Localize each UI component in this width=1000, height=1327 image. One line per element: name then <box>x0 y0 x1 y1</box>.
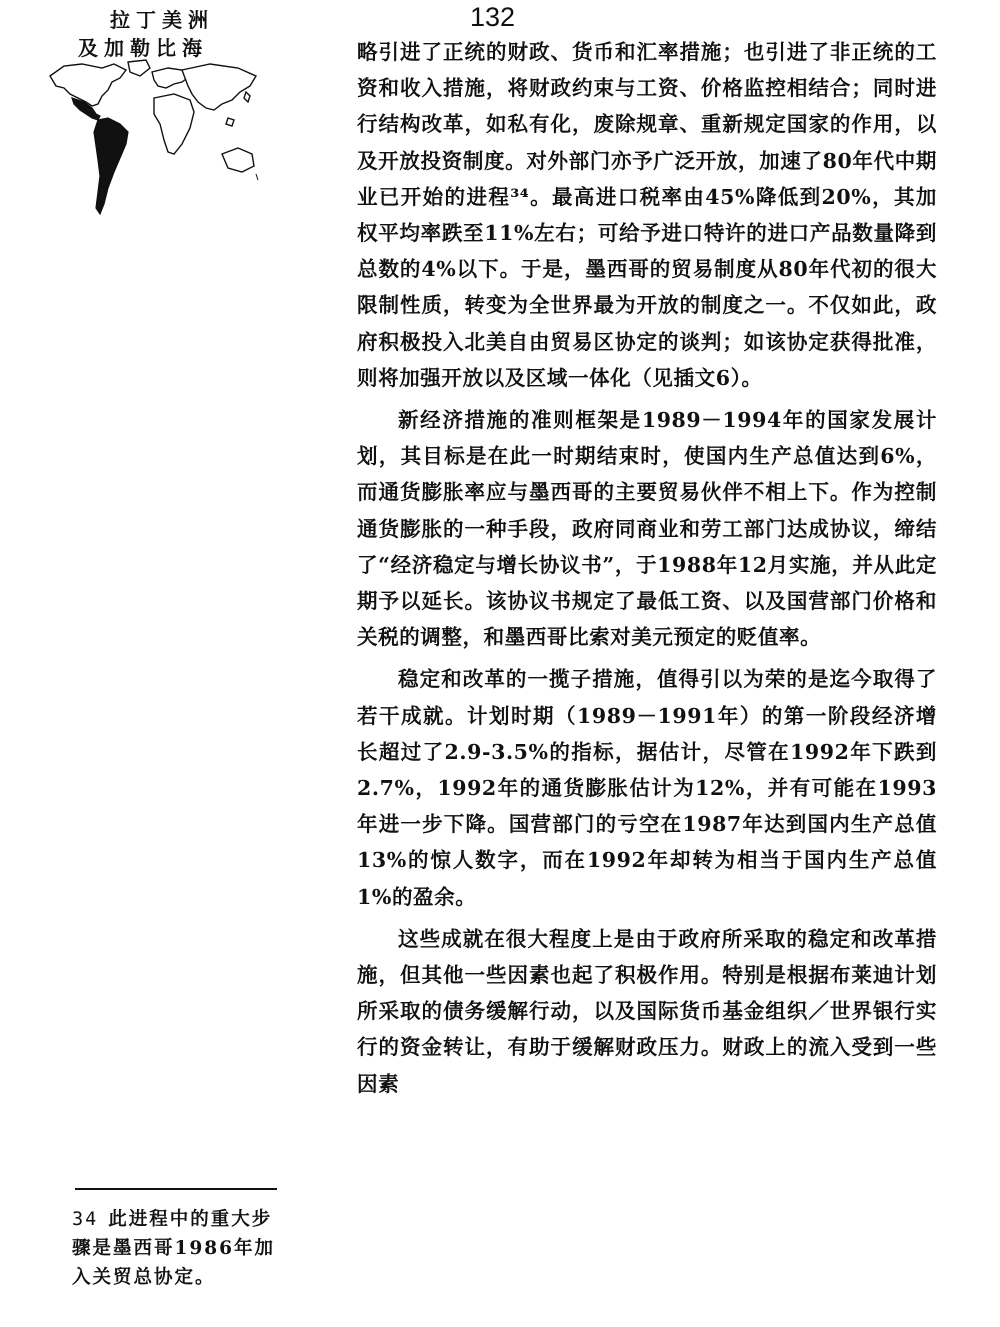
paragraph-2: 新经济措施的准则框架是1989－1994年的国家发展计划，其目标是在此一时期结束时，使国内生产总值达到6%，而通货膨胀率应与墨西哥的主要贸易伙伴不相上下。作为控制通货膨胀的一种手段，政府同商业和劳工部门达成协议，缔结了“经济稳定与增长协议书”，于1988年12月实施，并从此定期予以延长。该协议书规定了最低工资、以及国营部门价格和关税的调整，和墨西哥比索对美元预定的贬值率。 <box>357 408 937 650</box>
footnote <box>72 1205 287 1292</box>
paragraph-3: 稳定和改革的一揽子措施，值得引以为荣的是迄今取得了若干成就。计划时期（1989－1991年）的第一阶段经济增长超过了2.9-3.5%的指标，据估计，尽管在1992年下跌到2.7%，1992年的通货膨胀估计为12%，并有可能在1993年进一步下降。国营部门的亏空在1987年达到国内生产总值13%的惊人数字，而在1992年却转为相当于国内生产总值1%的盈余。 <box>357 667 937 909</box>
main-text <box>357 34 937 1108</box>
page-number: 132 <box>470 2 516 32</box>
footnote-divider <box>75 1188 277 1190</box>
sidebar-title-line1: 拉丁美洲 <box>110 8 214 32</box>
sidebar-title <box>60 6 260 62</box>
footnote-number: 34 <box>72 1209 99 1230</box>
paragraph-4: 这些成就在很大程度上是由于政府所采取的稳定和改革措施，但其他一些因素也起了积极作用。特别是根据布莱迪计划所采取的债务缓解行动，以及国际货币基金组织／世界银行实行的资金转让，有助于缓解财政压力。财政上的流入受到一些因素 <box>357 926 937 1096</box>
sidebar-title-line2: 及加勒比海 <box>78 36 208 60</box>
world-map-latin-america-highlighted-icon <box>42 58 260 222</box>
paragraph-1: 略引进了正统的财政、货币和汇率措施；也引进了非正统的工资和收入措施，将财政约束与工资、价格监控相结合；同时进行结构改革，如私有化，废除规章、重新规定国家的作用，以及开放投资制度。对外部门亦予广泛开放，加速了80年代中期业已开始的进程³⁴。最高进口税率由45%降低到20%，其加权平均率跌至11%左右；可给予进口特许的进口产品数量降到总数的4%以下。于是，墨西哥的贸易制度从80年代初的很大限制性质，转变为全世界最为开放的制度之一。不仅如此，政府积极投入北美自由贸易区协定的谈判；如该协定获得批准，则将加强开放以及区域一体化（见插文6）。 <box>357 40 937 390</box>
footnote-text: 此进程中的重大步骤是墨西哥1986年加入关贸总协定。 <box>72 1209 275 1288</box>
